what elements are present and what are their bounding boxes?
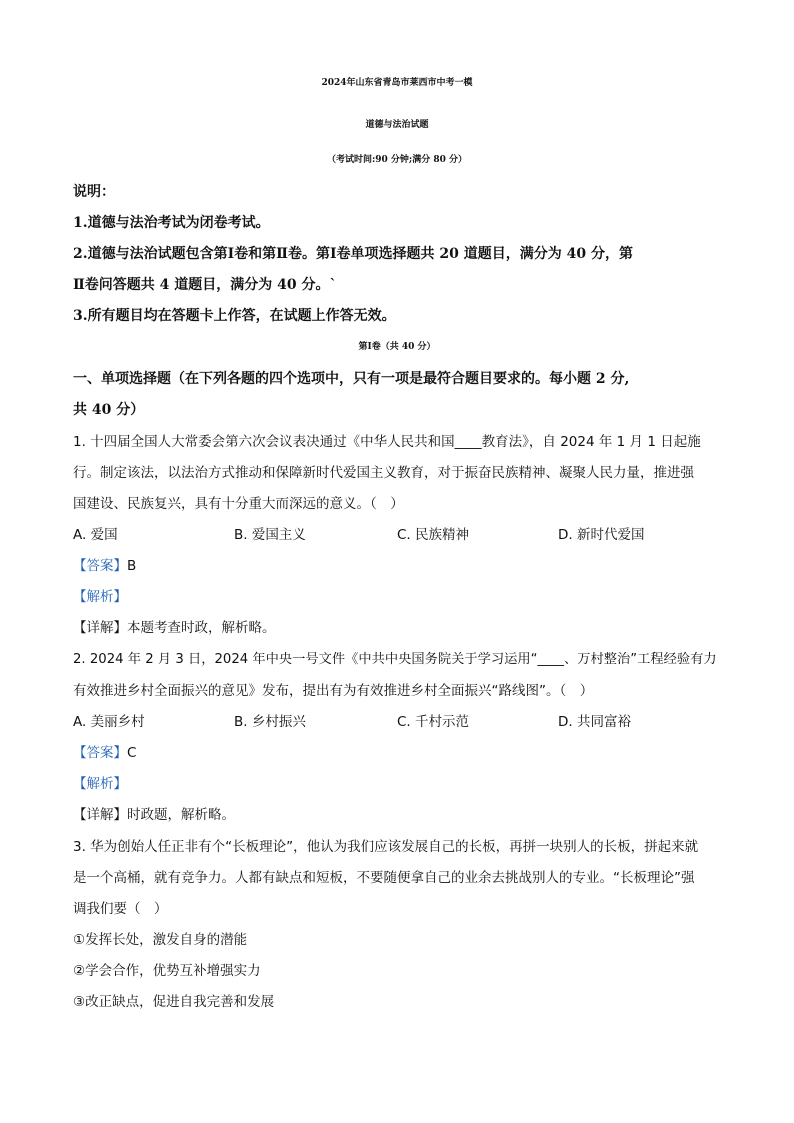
analysis-label: 【解析】 (73, 589, 127, 605)
exam-subtitle: 道德与法治试题 (365, 120, 429, 130)
instructions-heading: 说明： (73, 184, 115, 200)
option-d: D. 新时代爱国 (558, 527, 645, 543)
question-text-line: 有效推进乡村全面振兴的意见》发布，提出有为有效推进乡村全面振兴“路线图”。（ ） (73, 683, 594, 699)
part-title-line-1: 一、单项选择题（在下列各题的四个选项中，只有一项是最符合题目要求的。每小题 2 分, (73, 371, 630, 387)
option-c: C. 千村示范 (397, 714, 470, 730)
instruction-item-2-line-2: Ⅱ卷问答题共 4 道题目，满分为 40 分。` (73, 277, 337, 293)
instruction-item-2-line-1: 2.道德与法治试题包含第Ⅰ卷和第Ⅱ卷。第Ⅰ卷单项选择题共 20 道题目，满分为 40 分，第 (73, 246, 633, 262)
exam-title: 2024年山东省青岛市莱西市中考一模 (321, 78, 473, 88)
statement-1: ①发挥长处，激发自身的潜能 (73, 932, 248, 948)
detail-label: 【详解】 (73, 807, 127, 823)
question-text-line: 是一个高桶，就有竞争力。人都有缺点和短板，不要随便拿自己的业余去挑战别人的专业。“长板理论”强 (73, 870, 695, 886)
option-c: C. 民族精神 (397, 527, 470, 543)
option-a: A. 美丽乡村 (73, 714, 145, 730)
detail-text: 时政题，解析略。 (127, 807, 235, 823)
question-text-line: 3. 华为创始人任正非有个“长板理论”，他认为我们应该发展自己的长板，再拼一块别人的长板，拼起来就 (73, 839, 699, 855)
instruction-item-3: 3.所有题目均在答题卡上作答，在试题上作答无效。 (73, 308, 396, 324)
answer-label: 【答案】 (73, 745, 127, 761)
detail-row (73, 805, 235, 825)
answer-value: C (127, 745, 137, 761)
question-text-line: 1. 十四届全国人大常委会第六次会议表决通过《中华人民共和国____教育法》，自 2024 年 1 月 1 日起施 (73, 434, 701, 450)
question-text-line: 调我们要（ ） (73, 901, 168, 917)
answer-value: B (127, 558, 137, 574)
question-text-line: 2. 2024 年 2 月 3 日，2024 年中央一号文件《中共中央国务院关于学习运用“____、万村整治”工程经验有力 (73, 652, 717, 667)
volume-title: 第Ⅰ卷（共 40 分） (358, 342, 436, 352)
answer-row (73, 556, 136, 576)
exam-info: （考试时间:90 分钟;满分 80 分） (326, 155, 468, 165)
analysis-label: 【解析】 (73, 776, 127, 792)
detail-row (73, 618, 276, 638)
detail-label: 【详解】 (73, 620, 127, 636)
option-a: A. 爱国 (73, 527, 118, 543)
statement-3: ③改正缺点，促进自我完善和发展 (73, 994, 275, 1010)
question-text-line: 行。制定该法，以法治方式推动和保障新时代爱国主义教育，对于振奋民族精神、凝聚人民力量，推进强 (73, 465, 694, 481)
question-text-line: 国建设、民族复兴，具有十分重大而深远的意义。（ ） (73, 496, 404, 512)
option-b: B. 乡村振兴 (234, 714, 306, 730)
statement-2: ②学会合作，优势互补增强实力 (73, 963, 261, 979)
part-title-line-2: 共 40 分） (73, 402, 145, 418)
answer-row (73, 743, 136, 763)
instruction-item-1: 1.道德与法治考试为闭卷考试。 (73, 215, 270, 231)
option-d: D. 共同富裕 (558, 714, 631, 730)
option-b: B. 爱国主义 (234, 527, 306, 543)
answer-label: 【答案】 (73, 558, 127, 574)
detail-text: 本题考查时政，解析略。 (127, 620, 276, 636)
